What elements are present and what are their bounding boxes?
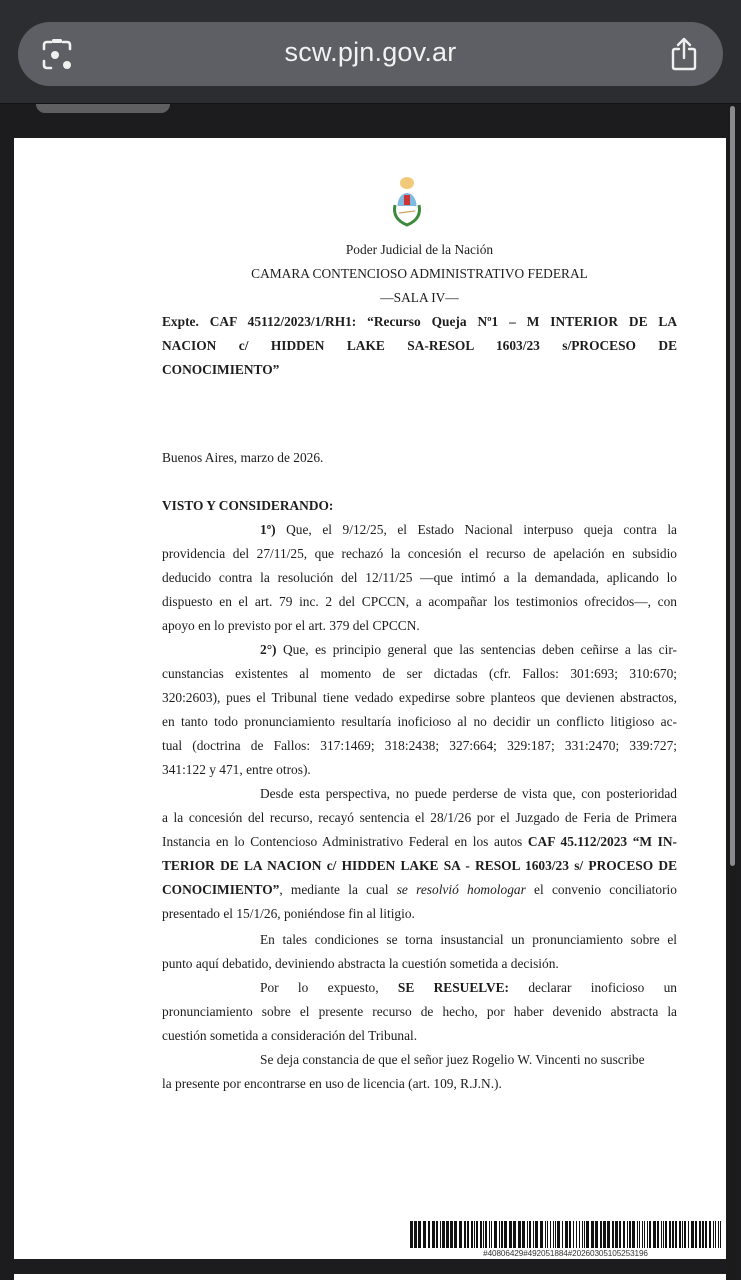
barcode-bar [565, 1221, 568, 1248]
barcode-bar [642, 1221, 643, 1248]
barcode-bar [442, 1221, 445, 1248]
barcode-bar [647, 1221, 648, 1248]
case-caption-line: NACION c/ HIDDEN LAKE SA-RESOL 1603/23 s/PROCESO DE [162, 338, 677, 353]
barcode-bar [557, 1221, 560, 1248]
paragraph-3-line: CONOCIMIENTO”, mediante la cual se resolvió homologar el convenio conciliatorio [162, 882, 677, 897]
barcode-bar [720, 1221, 721, 1248]
paragraph-1-line: apoyo en lo previsto por el art. 379 del CPCCN. [162, 618, 420, 633]
barcode-bar [494, 1221, 497, 1248]
chamber-name: CAMARA CONTENCIOSO ADMINISTRATIVO FEDERAL [251, 266, 588, 281]
barcode-bar [619, 1221, 621, 1248]
paragraph-5-line: cuestión sometida a consideración del Tribunal. [162, 1028, 418, 1043]
barcode-bar [586, 1221, 589, 1248]
barcode-bar [579, 1221, 580, 1248]
barcode-bar [464, 1221, 466, 1248]
barcode-bar [591, 1221, 594, 1248]
barcode-bar [675, 1221, 677, 1248]
emphasis-text: se resolvió homologar [396, 882, 526, 897]
barcode-bar [627, 1221, 628, 1248]
barcode-bar [467, 1221, 469, 1248]
barcode-bar [545, 1221, 546, 1248]
paragraph-3-line: a la concesión del recurso, recayó sentencia el 28/1/26 por el Juzgado de Feria de Primera [162, 810, 677, 825]
barcode-bar [669, 1221, 671, 1248]
barcode-bar [718, 1221, 719, 1248]
next-document-page [14, 1274, 726, 1280]
barcode-bar [483, 1221, 484, 1248]
barcode-bar [644, 1221, 645, 1248]
barcode-bar [663, 1221, 664, 1248]
barcode-bar [607, 1221, 610, 1248]
paragraph-1-line: 1º) Que, el 9/12/25, el Estado Nacional interpuso queja contra la [260, 522, 677, 537]
barcode-bar [440, 1221, 441, 1248]
barcode-bar [653, 1221, 656, 1248]
date-line: Buenos Aires, marzo de 2026. [162, 450, 324, 465]
barcode-bar [582, 1221, 583, 1248]
paragraph-4-line: punto aquí debatido, deviniendo abstracta la cuestión sometida a decisión. [162, 956, 559, 971]
barcode [410, 1221, 721, 1248]
barcode-bar [713, 1221, 714, 1248]
barcode-bar [513, 1221, 516, 1248]
barcode-bar [682, 1221, 683, 1248]
sheet-handle[interactable] [36, 104, 170, 113]
barcode-bar [562, 1221, 563, 1248]
barcode-bar [615, 1221, 618, 1248]
barcode-bar [432, 1221, 435, 1248]
resolution-keyword: SE RESUELVE: [397, 980, 510, 995]
barcode-bar [471, 1221, 473, 1248]
paragraph-3-line: TERIOR DE LA NACION c/ HIDDEN LAKE SA - RESOL 1603/23 s/ PROCESO DE [162, 858, 677, 873]
barcode-bar [702, 1221, 704, 1248]
barcode-bar [529, 1221, 531, 1248]
barcode-bar [504, 1221, 507, 1248]
barcode-bar [695, 1221, 697, 1248]
paragraph-1-line: deducido contra la resolución del 12/11/25 —que intimó a la demandada, aplicando lo [162, 570, 677, 585]
case-caption-line: CONOCIMIENTO” [162, 362, 280, 377]
barcode-bar [522, 1221, 525, 1248]
paragraph-marker: 2°) [260, 642, 277, 657]
barcode-bar [600, 1221, 602, 1248]
paragraph-2-line: 320:2603), pues el Tribunal tiene vedado expedirse sobre planteos que devienen abstractos, [162, 690, 677, 705]
barcode-bar [540, 1221, 543, 1248]
barcode-bar [612, 1221, 614, 1248]
paragraph-2-line: cunstancias existentes al momento de ser dictadas (cfr. Fallos: 301:693; 310:670; [162, 666, 677, 681]
barcode-number: #40806429#492051884#20260305105253196 [483, 1249, 648, 1258]
barcode-bar [639, 1221, 640, 1248]
barcode-bar [649, 1221, 651, 1248]
barcode-bar [684, 1221, 686, 1248]
paragraph-3-line: Desde esta perspectiva, no puede perderse de vista que, con posterioridad [260, 786, 677, 801]
share-icon[interactable] [669, 36, 699, 72]
barcode-bar [428, 1221, 430, 1248]
barcode-bar [485, 1221, 487, 1248]
url-text[interactable]: scw.pjn.gov.ar [284, 37, 457, 67]
barcode-bar [454, 1221, 457, 1248]
barcode-bar [576, 1221, 577, 1248]
barcode-bar [569, 1221, 571, 1248]
barcode-bar [632, 1221, 635, 1248]
barcode-bar [623, 1221, 625, 1248]
barcode-bar [418, 1221, 421, 1248]
paragraph-3-line: presentado el 15/1/26, poniéndose fin al litigio. [162, 906, 415, 921]
scrollbar-thumb[interactable] [730, 106, 735, 866]
barcode-bar [480, 1221, 482, 1248]
barcode-bar [672, 1221, 674, 1248]
section-title: VISTO Y CONSIDERANDO: [162, 498, 334, 513]
paragraph-3-line: Instancia en lo Contencioso Administrativo Federal en los autos CAF 45.112/2023 “M IN- [162, 834, 677, 849]
barcode-bar [555, 1221, 556, 1248]
case-reference: CAF 45.112/2023 “M IN- [527, 834, 677, 849]
paragraph-6-line: Se deja constancia de que el señor juez Rogelio W. Vincenti no suscribe [260, 1052, 645, 1067]
paragraph-5-line: pronunciamiento sobre el presente recurso de hecho, por haber devenido abstracta la [162, 1004, 677, 1019]
sala-name: —SALA IV— [380, 290, 459, 305]
barcode-bar [553, 1221, 554, 1248]
case-caption-line: Expte. CAF 45112/2023/1/RH1: “Recurso Queja Nº1 – M INTERIOR DE LA [162, 314, 677, 329]
barcode-bar [595, 1221, 598, 1248]
barcode-bar [584, 1221, 585, 1248]
barcode-bar [450, 1221, 453, 1248]
paragraph-5-line: Por lo expuesto, SE RESUELVE: declarar inoficioso un [260, 980, 677, 995]
barcode-bar [491, 1221, 492, 1248]
barcode-bar [629, 1221, 631, 1248]
address-bar[interactable] [18, 22, 723, 86]
barcode-bar [573, 1221, 574, 1248]
barcode-bar [423, 1221, 426, 1248]
barcode-bar [665, 1221, 667, 1248]
barcode-bar [691, 1221, 694, 1248]
paragraph-2-line: tual (doctrina de Fallos: 317:1469; 318:2438; 327:664; 329:187; 331:2470; 339:727; [162, 738, 677, 753]
barcode-bar [550, 1221, 551, 1248]
barcode-bar [637, 1221, 638, 1248]
barcode-bar [547, 1221, 548, 1248]
paragraph-2-line: 2°) Que, es principio general que las sentencias deben ceñirse a las cir- [260, 642, 677, 657]
barcode-bar [414, 1221, 417, 1248]
barcode-bar [705, 1221, 707, 1248]
paragraph-2-line: en tanto todo pronunciamiento resultaría inoficioso al no decidir un conflicto litigioso ac- [162, 714, 677, 729]
barcode-bar [661, 1221, 662, 1248]
barcode-bar [715, 1221, 716, 1248]
barcode-bar [709, 1221, 711, 1248]
paragraph-4-line: En tales condiciones se torna insustancial un pronunciamiento sobre el [260, 932, 677, 947]
barcode-bar [679, 1221, 681, 1248]
paragraph-1-line: dispuesto en el art. 79 inc. 2 del CPCCN, a acompañar los testimonios ofrecidos—, con [162, 594, 677, 609]
barcode-bar [474, 1221, 475, 1248]
barcode-bar [436, 1221, 438, 1248]
barcode-bar [501, 1221, 503, 1248]
barcode-bar [533, 1221, 534, 1248]
barcode-bar [410, 1221, 413, 1248]
barcode-bar [657, 1221, 659, 1248]
barcode-bar [535, 1221, 538, 1248]
paragraph-1-line: providencia del 27/11/25, que rechazó la concesión el recurso de apelación en subsidio [162, 546, 677, 561]
barcode-bar [518, 1221, 521, 1248]
barcode-bar [603, 1221, 606, 1248]
barcode-bar [509, 1221, 512, 1248]
barcode-bar [699, 1221, 701, 1248]
barcode-bar [459, 1221, 462, 1248]
institution-name: Poder Judicial de la Nación [345, 242, 494, 257]
browser-toolbar [0, 0, 741, 104]
barcode-bar [476, 1221, 478, 1248]
barcode-bar [489, 1221, 490, 1248]
argentina-coat-of-arms-icon [388, 175, 426, 229]
barcode-bar [499, 1221, 500, 1248]
barcode-bar [688, 1221, 689, 1248]
barcode-bar [446, 1221, 449, 1248]
paragraph-2-line: 341:122 y 471, entre otros). [162, 762, 311, 777]
paragraph-6-line: la presente por encontrarse en uso de licencia (art. 109, R.J.N.). [162, 1076, 502, 1091]
barcode-bar [527, 1221, 528, 1248]
paragraph-marker: 1º) [260, 522, 276, 537]
